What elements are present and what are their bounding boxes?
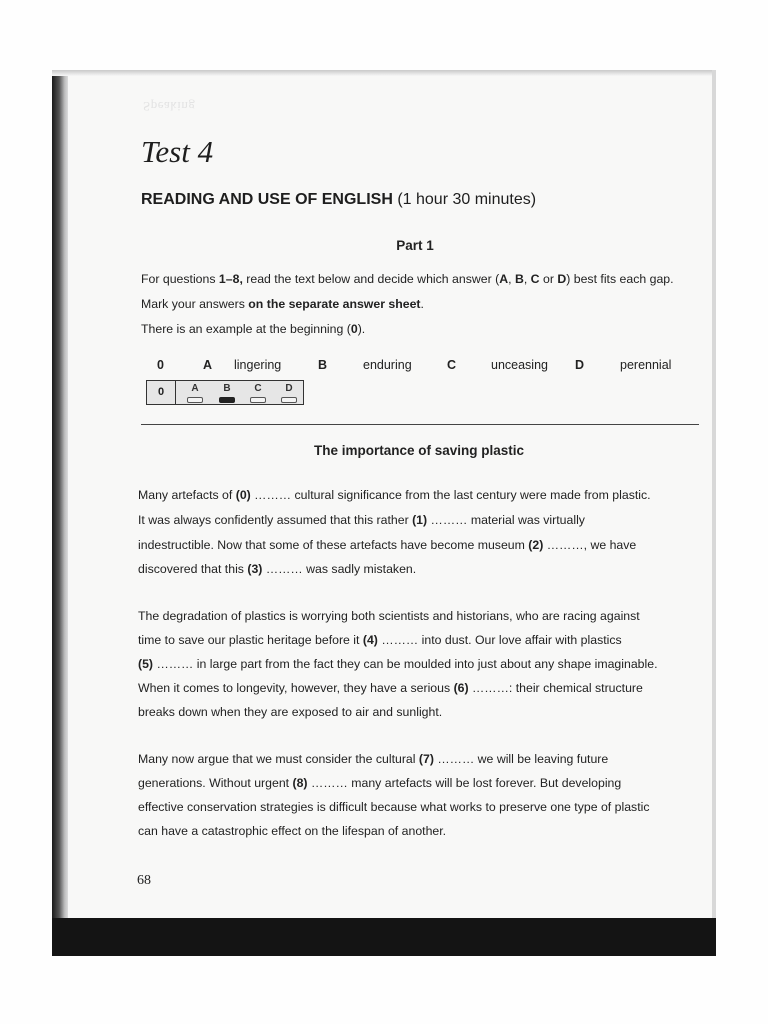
example-option-letter-c: C [447, 358, 457, 372]
page-right-edge [712, 70, 716, 920]
instruction-line-1 [141, 272, 674, 286]
option-letter: D [557, 272, 567, 286]
example-option-word-a: lingering [234, 358, 282, 372]
passage-line [138, 752, 608, 766]
instruction-text: , [508, 272, 515, 286]
gap-number: (4) [362, 633, 378, 647]
section-title: READING AND USE OF ENGLISH [141, 191, 393, 208]
instruction-text: There is an example at the beginning ( [141, 322, 351, 336]
example-number-label: 0 [157, 358, 164, 372]
passage-text: can have a catastrophic effect on the lifespan of another. [138, 824, 447, 838]
answer-box-number: 0 [147, 381, 176, 404]
answer-box-letter-a: A [191, 383, 199, 394]
instruction-emphasis: on the separate answer sheet [248, 297, 421, 311]
page-top-shadow [52, 70, 716, 76]
passage-text: ……… material was virtually [427, 513, 585, 527]
answer-bubble-d [281, 397, 297, 403]
part-heading [0, 238, 768, 253]
instruction-line-3 [141, 322, 365, 336]
answer-bubble-a [187, 397, 203, 403]
instruction-text: read the text below and decide which answer ( [242, 272, 500, 286]
example-option-word-b: enduring [363, 358, 412, 372]
scan-bottom-band [52, 918, 716, 956]
passage-line [138, 824, 446, 838]
passage-line [138, 633, 622, 647]
answer-box-letter-c: C [254, 383, 262, 394]
question-range: 1–8, [218, 272, 243, 286]
example-option-word-c: unceasing [491, 358, 548, 372]
divider-rule [141, 424, 699, 425]
passage-line [138, 609, 640, 623]
gap-number: (1) [412, 513, 428, 527]
example-answer-box [146, 380, 304, 405]
passage-line [138, 800, 650, 814]
passage-text: It was always confidently assumed that this rather [138, 513, 413, 527]
gap-number: (6) [453, 681, 469, 695]
gap-number: (0) [235, 488, 251, 502]
gap-number: (7) [418, 752, 434, 766]
passage-text: ……… we will be leaving future [433, 752, 609, 766]
passage-line [138, 681, 643, 695]
passage-line [138, 538, 636, 552]
instruction-text: ). [357, 322, 366, 336]
passage-text: ………, we have [543, 538, 637, 552]
passage-title-text: The importance of saving plastic [313, 443, 525, 458]
gap-number: (3) [247, 562, 263, 576]
passage-text: effective conservation strategies is difficult because what works to preserve one type of plastic [138, 800, 650, 814]
passage-text: ………: their chemical structure [468, 681, 643, 695]
passage-text: Many artefacts of [138, 488, 236, 502]
example-number: 0 [350, 322, 358, 336]
passage-line [138, 657, 658, 671]
gap-number: (5) [138, 657, 154, 671]
section-duration: (1 hour 30 minutes) [397, 191, 537, 208]
bleed-through-text: Speaking [143, 99, 196, 114]
example-option-word-d: perennial [620, 358, 672, 372]
example-option-letter-d: D [575, 358, 585, 372]
part-heading-label: Part 1 [396, 238, 434, 253]
instruction-text: , [523, 272, 531, 286]
option-letter: A [499, 272, 509, 286]
example-option-letter-b: B [318, 358, 328, 372]
instruction-text: . [420, 297, 424, 311]
passage-title [0, 443, 768, 458]
passage-text: ……… in large part from the fact they can be moulded into just about any shape imaginable. [153, 657, 658, 671]
passage-text: indestructible. Now that some of these artefacts have become museum [138, 538, 529, 552]
instruction-text: or [539, 272, 558, 286]
passage-line [138, 705, 442, 719]
passage-text: time to save our plastic heritage before it [138, 633, 363, 647]
gap-number: (8) [292, 776, 308, 790]
answer-box-letter-d: D [285, 383, 293, 394]
passage-line [138, 776, 621, 790]
passage-text: ……… was sadly mistaken. [262, 562, 417, 576]
passage-line [138, 513, 585, 527]
page-number: 68 [137, 873, 151, 888]
option-letter: B [514, 272, 524, 286]
passage-text: The degradation of plastics is worrying both scientists and historians, who are racing against [138, 609, 640, 623]
passage-text: ……… many artefacts will be lost forever. But developing [307, 776, 622, 790]
passage-text: generations. Without urgent [138, 776, 293, 790]
answer-box-letter-b: B [223, 383, 231, 394]
section-heading [141, 191, 536, 209]
answer-bubble-b [219, 397, 235, 403]
answer-bubble-c [250, 397, 266, 403]
passage-text: When it comes to longevity, however, they have a serious [138, 681, 454, 695]
passage-line [138, 488, 651, 502]
passage-text: ……… cultural significance from the last century were made from plastic. [250, 488, 651, 502]
instruction-text: Mark your answers [141, 297, 249, 311]
instruction-line-2 [141, 297, 424, 311]
passage-text: breaks down when they are exposed to air and sunlight. [138, 705, 443, 719]
option-letter: C [530, 272, 540, 286]
test-title: Test 4 [141, 134, 214, 169]
passage-text: Many now argue that we must consider the cultural [138, 752, 419, 766]
passage-text: discovered that this [138, 562, 248, 576]
gap-number: (2) [528, 538, 544, 552]
passage-line [138, 562, 416, 576]
instruction-text: For questions [141, 272, 219, 286]
instruction-text: ) best fits each gap. [566, 272, 674, 286]
passage-text: ……… into dust. Our love affair with plastics [377, 633, 622, 647]
example-option-letter-a: A [203, 358, 213, 372]
